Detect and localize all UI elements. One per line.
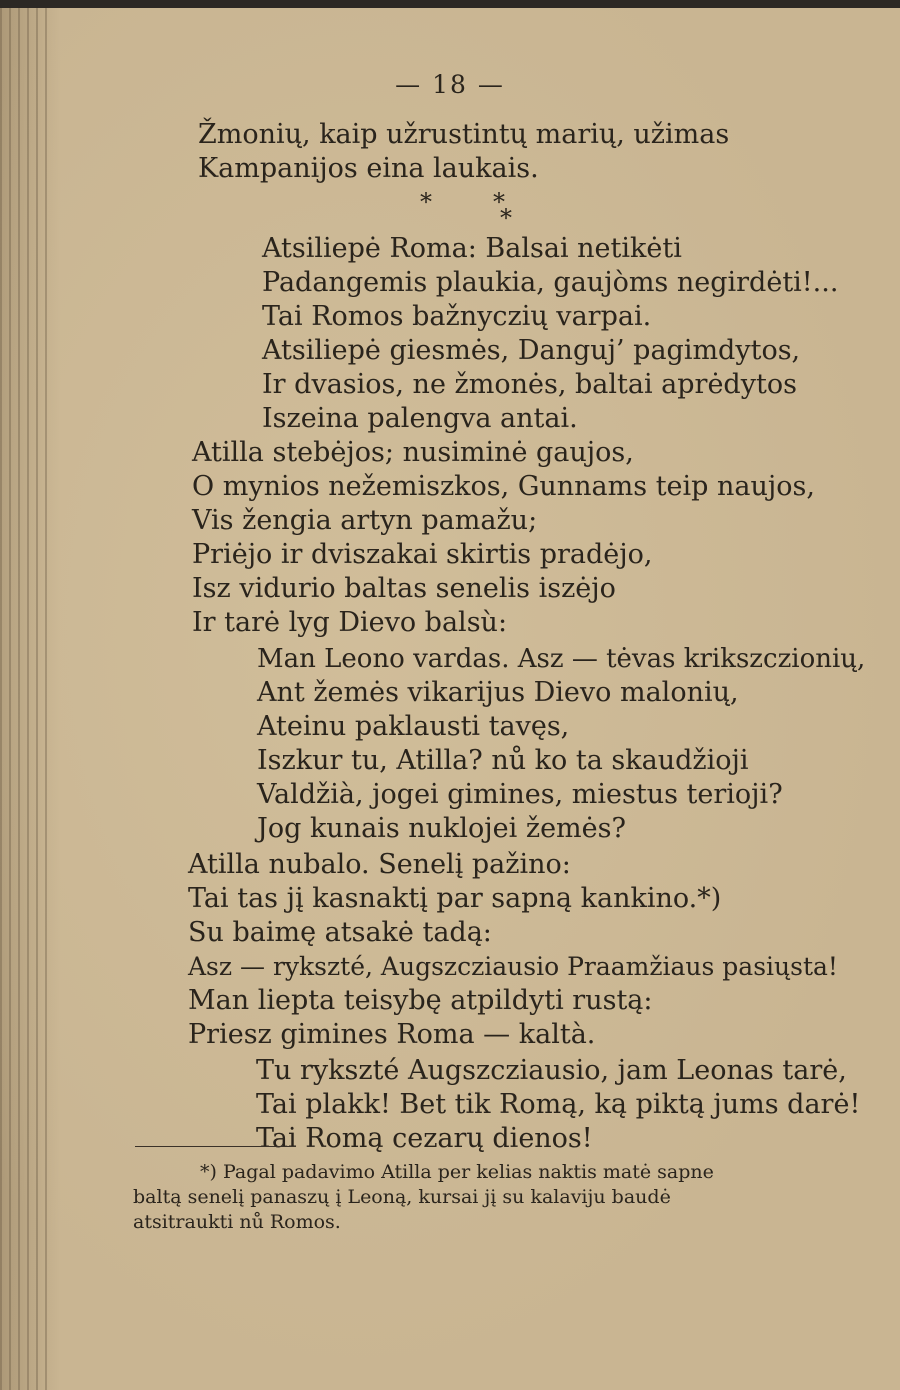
poem-line: Vis žengia artyn pamažu;	[192, 505, 538, 536]
section-separator-center: *	[500, 204, 512, 232]
poem-line: Atilla stebėjos; nusiminė gaujos,	[192, 437, 634, 468]
poem-line: Tu rykszté Augszcziausio, jam Leonas tarė,	[256, 1055, 847, 1086]
poem-line: Ant žemės vikarijus Dievo malonių,	[257, 677, 739, 708]
page-edges	[0, 8, 52, 1390]
poem-line: Asz — rykszté, Augszcziausio Praamžiaus pasiųsta!	[188, 952, 838, 981]
poem-line: Su baimę atsakė tadą:	[188, 917, 492, 948]
poem-line: Iszeina palengva antai.	[262, 403, 578, 434]
page-number: — 18 —	[395, 70, 505, 99]
poem-line: Tai plakk! Bet tik Romą, ką piktą jums darė!	[256, 1089, 861, 1120]
poem-line: Kampanijos eina laukais.	[198, 153, 539, 184]
poem-line: Isz vidurio baltas senelis iszėjo	[192, 573, 616, 604]
poem-line: Tai Romą cezarų dienos!	[256, 1123, 593, 1154]
section-separator: * *	[420, 188, 506, 216]
poem-line: Padangemis plaukia, gaujòms negirdėti!...	[262, 267, 839, 298]
poem-line: Man liepta teisybę atpildyti rustą:	[188, 985, 653, 1016]
poem-line: Atsiliepė Roma: Balsai netikėti	[262, 233, 682, 264]
footnote-rule	[135, 1146, 290, 1147]
poem-line: Valdžià, jogei gimines, miestus terioji?	[257, 779, 783, 810]
footnote-line: *) Pagal padavimo Atilla per kelias naktis matė sapne	[200, 1161, 714, 1183]
poem-line: Ir tarė lyg Dievo balsù:	[192, 607, 508, 638]
poem-line: O mynios nežemiszkos, Gunnams teip naujos,	[192, 471, 815, 502]
book-page	[0, 8, 900, 1390]
poem-line: Jog kunais nuklojei žemės?	[257, 813, 626, 844]
poem-line: Iszkur tu, Atilla? nů ko ta skaudžioji	[257, 745, 749, 776]
poem-line: Atsiliepė giesmės, Danguj’ pagimdytos,	[262, 335, 801, 366]
poem-line: Ir dvasios, ne žmonės, baltai aprėdytos	[262, 369, 797, 400]
poem-line: Tai tas jį kasnaktį par sapną kankino.*)	[188, 883, 722, 914]
footnote-line: atsitraukti nů Romos.	[133, 1211, 341, 1233]
poem-line: Ateinu paklausti tavęs,	[257, 711, 570, 742]
footnote-line: baltą senelį panaszų į Leoną, kursai jį su kalaviju baudė	[133, 1186, 671, 1208]
poem-line: Priėjo ir dviszakai skirtis pradėjo,	[192, 539, 653, 570]
poem-line: Priesz gimines Roma — kaltà.	[188, 1019, 596, 1050]
poem-line: Tai Romos bažnyczių varpai.	[262, 301, 652, 332]
poem-line: Žmonių, kaip užrustintų marių, užimas	[198, 119, 730, 150]
poem-line: Man Leono vardas. Asz — tėvas krikszczionių,	[257, 644, 866, 674]
poem-line: Atilla nubalo. Senelį pažino:	[188, 849, 571, 880]
